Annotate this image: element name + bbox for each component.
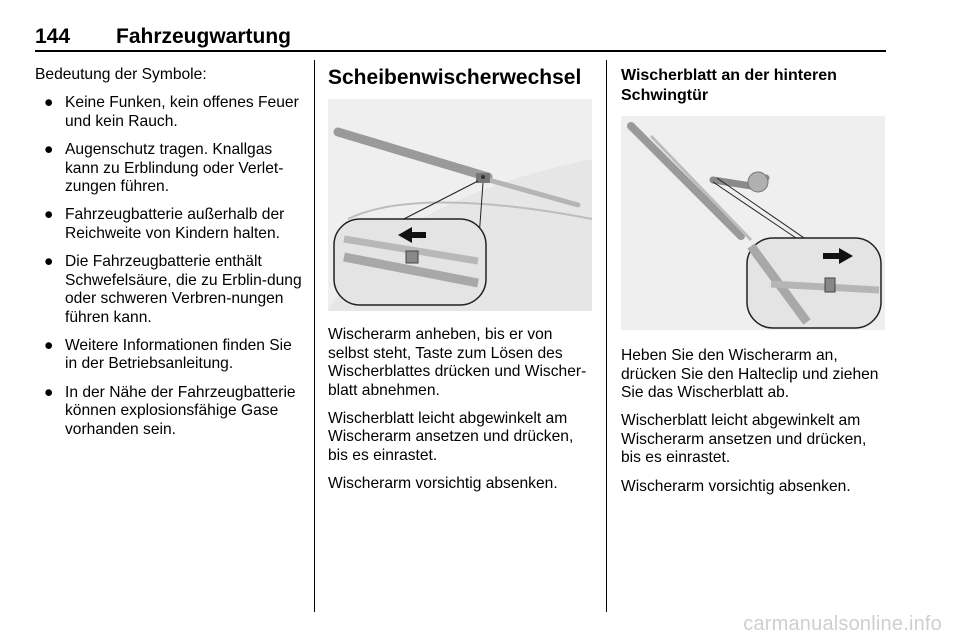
list-item-text: Weitere Informationen finden Sie in der Betriebsanleitung. xyxy=(65,336,292,373)
instruction-paragraph: Wischerarm anheben, bis er von selbst steht, Taste zum Lösen des Wischerblattes drücken und Wischer-blatt abnehmen. xyxy=(328,326,587,399)
chapter-title: Fahrzeugwartung xyxy=(116,25,292,48)
instruction-paragraph: Wischerblatt leicht abgewinkelt am Wischerarm ansetzen und drücken, bis es einrastet. xyxy=(328,409,574,464)
subsection-heading-line: Schwingtür xyxy=(621,87,709,104)
bullet-icon: ● xyxy=(44,336,54,354)
list-item xyxy=(35,141,303,197)
list-item-text: Keine Funken, kein offenes Feuer und kein Rauch. xyxy=(65,94,299,130)
instruction-paragraph: Wischerblatt leicht abgewinkelt am Wischerarm ansetzen und drücken, bis es einrastet. xyxy=(621,412,867,467)
subsection-heading xyxy=(621,66,889,106)
list-item xyxy=(35,337,303,374)
bullet-icon: ● xyxy=(44,94,54,112)
page-header xyxy=(35,25,885,51)
bullet-icon: ● xyxy=(44,141,54,159)
column-symbols xyxy=(35,66,303,449)
list-item xyxy=(35,94,303,131)
rear-wiper-illustration xyxy=(621,116,885,330)
bullet-icon: ● xyxy=(44,206,54,224)
instruction-paragraph: Heben Sie den Wischerarm an, drücken Sie den Halteclip und ziehen Sie das Wischerblatt ab. xyxy=(621,347,879,401)
list-item-text: Fahrzeugbatterie außerhalb der Reichweite von Kindern halten. xyxy=(65,206,285,242)
symbols-intro: Bedeutung der Symbole: xyxy=(35,66,207,83)
header-rule xyxy=(35,50,886,52)
column-divider-left xyxy=(314,60,315,612)
instruction-paragraph: Wischerarm vorsichtig absenken. xyxy=(621,477,851,495)
list-item-text: In der Nähe der Fahrzeugbatterie können explosionsfähige Gase vorhanden sein. xyxy=(65,383,296,438)
instruction-paragraph: Wischerarm vorsichtig absenken. xyxy=(328,475,558,493)
subsection-heading-line: Wischerblatt an der hinteren xyxy=(621,67,837,84)
watermark-text: carmanualsonline.info xyxy=(743,613,942,635)
list-item-text: Augenschutz tragen. Knallgas kann zu Erblindung oder Verlet-zungen führen. xyxy=(65,141,284,196)
column-wiper-change xyxy=(328,66,590,503)
symbol-list xyxy=(35,94,303,439)
list-item xyxy=(35,206,303,243)
bullet-icon: ● xyxy=(44,383,54,401)
list-item xyxy=(35,384,303,440)
page-number: 144 xyxy=(35,25,71,48)
column-rear-wiper xyxy=(621,66,889,506)
windscreen-wiper-illustration xyxy=(328,99,592,311)
list-item xyxy=(35,253,303,327)
section-heading: Scheibenwischerwechsel xyxy=(328,66,582,89)
bullet-icon: ● xyxy=(44,253,54,271)
column-divider-right xyxy=(606,60,607,612)
list-item-text: Die Fahrzeugbatterie enthält Schwefelsäure, die zu Erblin-dung oder schweren Verbren-nungen führen kann. xyxy=(65,253,302,326)
